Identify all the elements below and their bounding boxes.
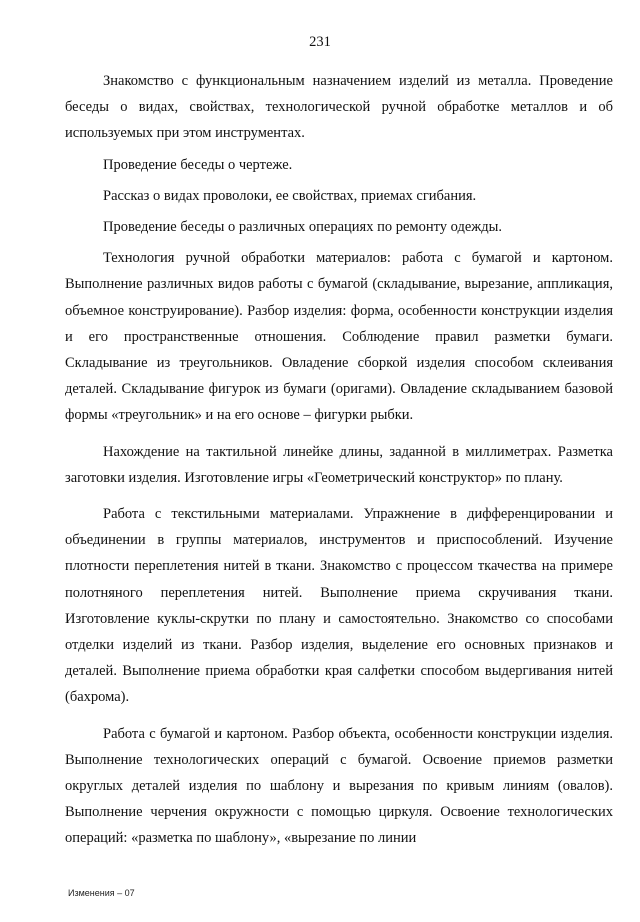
- paragraph-paper-cardboard: Работа с бумагой и картоном. Разбор объекта, особенности конструкции изделия. Выполнение технологических операций с бумагой. Освоение приемов разметки округлых деталей изделия по шаблону и вырезания по кривым линиям (овалов). Выполнение черчения окружности с помощью циркуля. Освоение технологических операций: «разметка по шаблону», «вырезание по линии: [65, 725, 613, 847]
- paragraph-paper-technology: Технология ручной обработки материалов: работа с бумагой и картоном. Выполнение различных видов работы с бумагой (складывание, вырезание, аппликация, объемное конструирование). Разбор изделия: форма, особенности конструкции изделия и его пространственные отношения. Соблюдение правил разметки бумаги. Складывание из треугольников. Овладение сборкой изделия способом склеивания деталей. Складывание фигурок из бумаги (оригами). Овладение складыванием базовой формы «треугольник» и на его основе – фигурки рыбки.: [65, 250, 613, 424]
- paragraph-metal: Знакомство с функциональным назначением изделий из металла. Проведение беседы о видах, свойствах, технологической ручной обработке металлов и об используемых при этом инструментах.: [65, 73, 613, 142]
- paragraph-clothes-repair: Проведение беседы о различных операциях по ремонту одежды.: [103, 219, 503, 236]
- paragraph-wire: Рассказ о видах проволоки, ее свойствах, приемах сгибания.: [103, 187, 477, 204]
- paragraph-textiles: Работа с текстильными материалами. Упражнение в дифференцировании и объединении в группы материалов, инструментов и приспособлений. Изучение плотности переплетения нитей в ткани. Знакомство с процессом ткачества на примере полотняного переплетения нитей. Выполнение приема скручивания ткани. Изготовление куклы-скрутки по плану и самостоятельно. Знакомство со способами отделки изделий из ткани. Разбор изделия, выделение его основных признаков и деталей. Выполнение приема обработки края салфетки способом выдергивания нитей (бахрома).: [65, 506, 613, 706]
- paragraph-tactile-ruler: Нахождение на тактильной линейке длины, заданной в миллиметрах. Разметка заготовки изделия. Изготовление игры «Геометрический конструктор» по плану.: [65, 443, 613, 486]
- footer-revision: Изменения – 07: [68, 888, 135, 898]
- document-body: [65, 68, 613, 857]
- paragraph-drawing: Проведение беседы о чертеже.: [103, 156, 293, 173]
- page-number: 231: [309, 34, 331, 50]
